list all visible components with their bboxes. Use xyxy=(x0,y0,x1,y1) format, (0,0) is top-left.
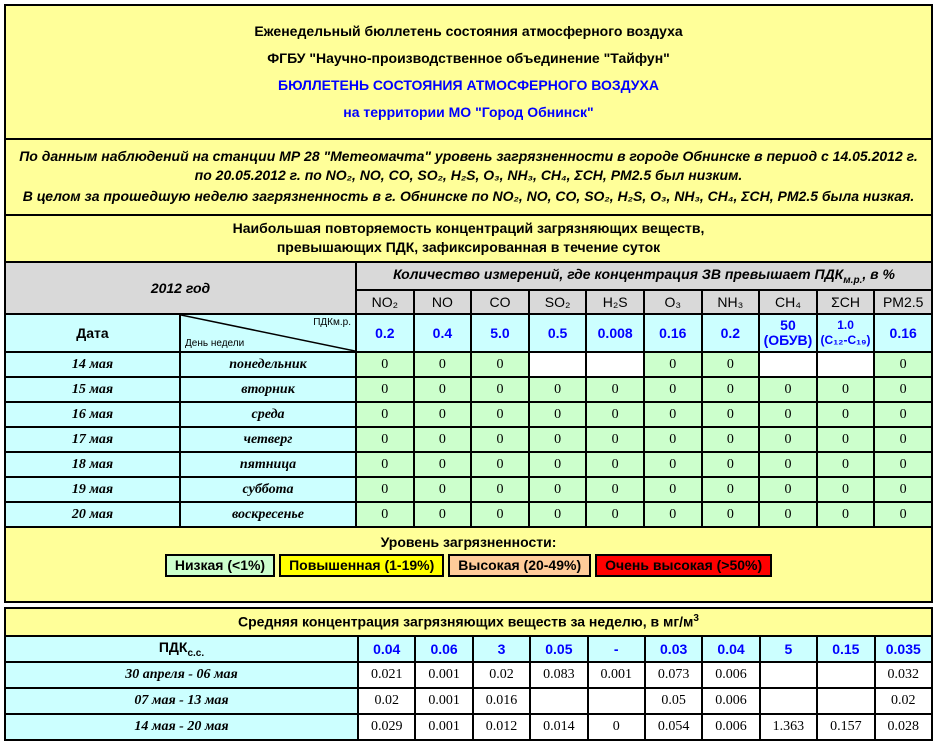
cell xyxy=(817,662,874,688)
pdk-mr-value: 0.5 xyxy=(529,314,587,352)
summary-paragraph-1: По данным наблюдений на станции МР 28 "Метеомачта" уровень загрязненности в городе Обнинске в период с 14.05.2012 г. по 20.05.2012 г. по NO₂, NO, CO, SO₂, H₂S, O₃, NH₃, CH₄, ΣCH, PM2.5 был низким. xyxy=(19,148,918,183)
cell: 0.073 xyxy=(645,662,702,688)
bulletin-page xyxy=(4,4,933,741)
cell: 0.05 xyxy=(645,688,702,714)
weekday-cell: четверг xyxy=(180,427,356,452)
cell: 0.029 xyxy=(358,714,415,740)
territory-subtitle: на территории МО "Город Обнинск" xyxy=(343,104,594,120)
cell: 0.02 xyxy=(358,688,415,714)
cell: 0 xyxy=(702,402,760,427)
weekday-cell: пятница xyxy=(180,452,356,477)
pdk-ss-value: 3 xyxy=(473,636,530,662)
cell: 0.006 xyxy=(702,688,759,714)
cell: 0 xyxy=(702,502,760,527)
cell: 0 xyxy=(356,352,414,377)
weekday-cell: суббота xyxy=(180,477,356,502)
cell: 0 xyxy=(471,377,529,402)
pdk-ss-value: 5 xyxy=(760,636,817,662)
cell: 0.012 xyxy=(473,714,530,740)
summary-block xyxy=(4,138,933,216)
cell: 0 xyxy=(586,477,644,502)
cell: 0 xyxy=(817,452,875,477)
pdk-mr-value: 5.0 xyxy=(471,314,529,352)
cell: 0.157 xyxy=(817,714,874,740)
pdk-mr-value: 0.008 xyxy=(586,314,644,352)
pollutant-h2s: H₂S xyxy=(586,290,644,314)
table-row xyxy=(5,477,932,502)
cell: 0 xyxy=(471,477,529,502)
cell: 0 xyxy=(586,402,644,427)
cell: 0 xyxy=(414,352,472,377)
pdk-ss-value: 0.06 xyxy=(415,636,472,662)
pdk-ss-value: 0.035 xyxy=(875,636,932,662)
exceedance-table xyxy=(4,261,933,528)
cell: 1.363 xyxy=(760,714,817,740)
cell: 0 xyxy=(529,452,587,477)
cell: 0 xyxy=(702,377,760,402)
date-cell: 19 мая xyxy=(5,477,180,502)
table-row xyxy=(5,688,932,714)
legend-item-elevated: Повышенная (1-19%) xyxy=(279,554,444,577)
pdk-mr-value: 0.2 xyxy=(702,314,760,352)
cell: 0.001 xyxy=(588,662,645,688)
cell: 0 xyxy=(529,502,587,527)
mean-concentration-table xyxy=(4,635,933,741)
pdk-ss-value: 0.05 xyxy=(530,636,587,662)
cell: 0.001 xyxy=(415,662,472,688)
cell: 0 xyxy=(356,477,414,502)
pdk-mr-value: 0.16 xyxy=(874,314,932,352)
period-cell: 14 мая - 20 мая xyxy=(5,714,358,740)
cell: 0 xyxy=(817,427,875,452)
cell: 0 xyxy=(874,477,932,502)
cell: 0 xyxy=(759,477,817,502)
pollutant-no2: NO₂ xyxy=(356,290,414,314)
pollutant-pm25: PM2.5 xyxy=(874,290,932,314)
cell: 0 xyxy=(414,427,472,452)
cell: 0 xyxy=(874,402,932,427)
pdk-ss-value: 0.04 xyxy=(358,636,415,662)
pollutant-nh3: NH₃ xyxy=(702,290,760,314)
date-header-cell: Дата xyxy=(5,314,180,352)
legend-items xyxy=(6,554,931,577)
cell: 0 xyxy=(356,402,414,427)
pollutant-ch4: CH₄ xyxy=(759,290,817,314)
cell: 0.028 xyxy=(875,714,932,740)
cell: 0 xyxy=(817,377,875,402)
pollution-level-legend xyxy=(4,526,933,603)
pdk-mr-value: 0.4 xyxy=(414,314,472,352)
period-cell: 30 апреля - 06 мая xyxy=(5,662,358,688)
pollutant-co: CO xyxy=(471,290,529,314)
date-cell: 18 мая xyxy=(5,452,180,477)
cell: 0 xyxy=(759,502,817,527)
cell: 0 xyxy=(759,427,817,452)
cell: 0 xyxy=(817,477,875,502)
table-row xyxy=(5,427,932,452)
cell: 0 xyxy=(759,452,817,477)
cell: 0.02 xyxy=(875,688,932,714)
pollutant-so2: SO₂ xyxy=(529,290,587,314)
cell: 0 xyxy=(644,402,702,427)
date-cell: 15 мая xyxy=(5,377,180,402)
cell: 0 xyxy=(471,452,529,477)
cell xyxy=(529,352,587,377)
cell: 0.021 xyxy=(358,662,415,688)
cell: 0 xyxy=(817,402,875,427)
section-title-line1: Наибольшая повторяемость концентраций загрязняющих веществ, xyxy=(232,220,705,236)
cell: 0 xyxy=(356,427,414,452)
cell: 0 xyxy=(586,377,644,402)
cell: 0 xyxy=(414,477,472,502)
cell xyxy=(760,662,817,688)
cell: 0 xyxy=(356,502,414,527)
date-cell: 17 мая xyxy=(5,427,180,452)
cell: 0.014 xyxy=(530,714,587,740)
table1-section-title xyxy=(4,214,933,263)
pdk-ss-label: $ПДК_{с.с.}$ xyxy=(5,636,358,662)
cell: 0 xyxy=(874,377,932,402)
cell: 0 xyxy=(414,402,472,427)
cell: 0 xyxy=(759,377,817,402)
pollutant-no: NO xyxy=(414,290,472,314)
table-row xyxy=(5,714,932,740)
cell: 0 xyxy=(586,452,644,477)
cell xyxy=(817,688,874,714)
organization-name: ФГБУ "Научно-производственное объединение "Тайфун" xyxy=(267,50,670,66)
diag-label-pdk: ПДКм.р. xyxy=(313,317,351,328)
cell: 0 xyxy=(644,427,702,452)
pdk-ss-value: - xyxy=(588,636,645,662)
pdk-mr-value: 1.0 (C₁₂-C₁₉) xyxy=(817,314,875,352)
cell: 0 xyxy=(414,502,472,527)
cell: 0.02 xyxy=(473,662,530,688)
cell: 0 xyxy=(759,402,817,427)
weekday-cell: среда xyxy=(180,402,356,427)
cell: 0.054 xyxy=(645,714,702,740)
cell: 0 xyxy=(644,477,702,502)
cell: 0 xyxy=(529,402,587,427)
date-cell: 14 мая xyxy=(5,352,180,377)
cell: 0 xyxy=(702,427,760,452)
weekday-cell: вторник xyxy=(180,377,356,402)
legend-item-low: Низкая (<1%) xyxy=(165,554,275,577)
cell: 0.006 xyxy=(702,662,759,688)
pdk-mr-row xyxy=(5,314,932,352)
period-cell: 07 мая - 13 мая xyxy=(5,688,358,714)
cell: 0 xyxy=(874,452,932,477)
cell: 0 xyxy=(471,427,529,452)
table-row xyxy=(5,662,932,688)
date-cell: 16 мая xyxy=(5,402,180,427)
cell: 0 xyxy=(414,452,472,477)
cell: 0 xyxy=(586,502,644,527)
cell: 0.001 xyxy=(415,714,472,740)
cell: 0 xyxy=(586,427,644,452)
table-row xyxy=(5,402,932,427)
pdk-mr-value: 50 (ОБУВ) xyxy=(759,314,817,352)
cell: 0 xyxy=(874,502,932,527)
weekday-cell: понедельник xyxy=(180,352,356,377)
legend-item-very-high: Очень высокая (>50%) xyxy=(595,554,772,577)
date-cell: 20 мая xyxy=(5,502,180,527)
table2-title: Средняя концентрация загрязняющих веществ за неделю, в $мг/м^3$ xyxy=(4,607,933,637)
section-title-line2: превышающих ПДК, зафиксированная в течение суток xyxy=(276,239,661,255)
bulletin-main-title: БЮЛЛЕТЕНЬ СОСТОЯНИЯ АТМОСФЕРНОГО ВОЗДУХА xyxy=(278,77,659,93)
cell xyxy=(586,352,644,377)
cell: 0 xyxy=(414,377,472,402)
cell: 0 xyxy=(529,377,587,402)
cell: 0.006 xyxy=(702,714,759,740)
cell: 0 xyxy=(644,352,702,377)
pollutant-sch: ΣCH xyxy=(817,290,875,314)
cell: 0 xyxy=(702,477,760,502)
title-block xyxy=(4,4,933,140)
measurements-header-cell: Количество измерений, где концентрация ЗВ превышает $ПДК_{м.р.}$, в % xyxy=(356,262,932,290)
pdk-ss-row xyxy=(5,636,932,662)
table-row xyxy=(5,452,932,477)
cell xyxy=(760,688,817,714)
year-cell: 2012 год xyxy=(5,262,356,314)
cell xyxy=(588,688,645,714)
table-row xyxy=(5,502,932,527)
bulletin-title-line1: Еженедельный бюллетень состояния атмосферного воздуха xyxy=(254,23,683,39)
cell: 0.001 xyxy=(415,688,472,714)
pdk-ss-value: 0.03 xyxy=(645,636,702,662)
cell: 0 xyxy=(644,452,702,477)
diag-label-weekday: День недели xyxy=(185,338,245,349)
pollutant-o3: O₃ xyxy=(644,290,702,314)
cell xyxy=(817,352,875,377)
table-row xyxy=(5,352,932,377)
cell: 0 xyxy=(588,714,645,740)
weekday-cell: воскресенье xyxy=(180,502,356,527)
diagonal-header-cell xyxy=(180,314,356,352)
pdk-ss-value: 0.15 xyxy=(817,636,874,662)
cell xyxy=(530,688,587,714)
cell: 0.032 xyxy=(875,662,932,688)
pdk-ss-value: 0.04 xyxy=(702,636,759,662)
cell: 0 xyxy=(644,502,702,527)
cell: 0 xyxy=(644,377,702,402)
cell: 0 xyxy=(702,452,760,477)
cell: 0 xyxy=(529,427,587,452)
cell: 0 xyxy=(874,352,932,377)
table-row xyxy=(5,377,932,402)
cell: 0 xyxy=(471,352,529,377)
cell xyxy=(759,352,817,377)
cell: 0.016 xyxy=(473,688,530,714)
cell: 0 xyxy=(356,452,414,477)
pdk-mr-value: 0.2 xyxy=(356,314,414,352)
pdk-mr-value: 0.16 xyxy=(644,314,702,352)
cell: 0 xyxy=(702,352,760,377)
cell: 0 xyxy=(356,377,414,402)
legend-title: Уровень загрязненности: xyxy=(380,534,557,550)
cell: 0 xyxy=(874,427,932,452)
cell: 0 xyxy=(817,502,875,527)
cell: 0.083 xyxy=(530,662,587,688)
cell: 0 xyxy=(529,477,587,502)
summary-paragraph-2: В целом за прошедшую неделю загрязненность в г. Обнинске по NO₂, NO, CO, SO₂, H₂S, O₃, NH₃, CH₄, ΣCH, PM2.5 была низкая. xyxy=(22,188,915,204)
cell: 0 xyxy=(471,502,529,527)
legend-item-high: Высокая (20-49%) xyxy=(448,554,591,577)
cell: 0 xyxy=(471,402,529,427)
